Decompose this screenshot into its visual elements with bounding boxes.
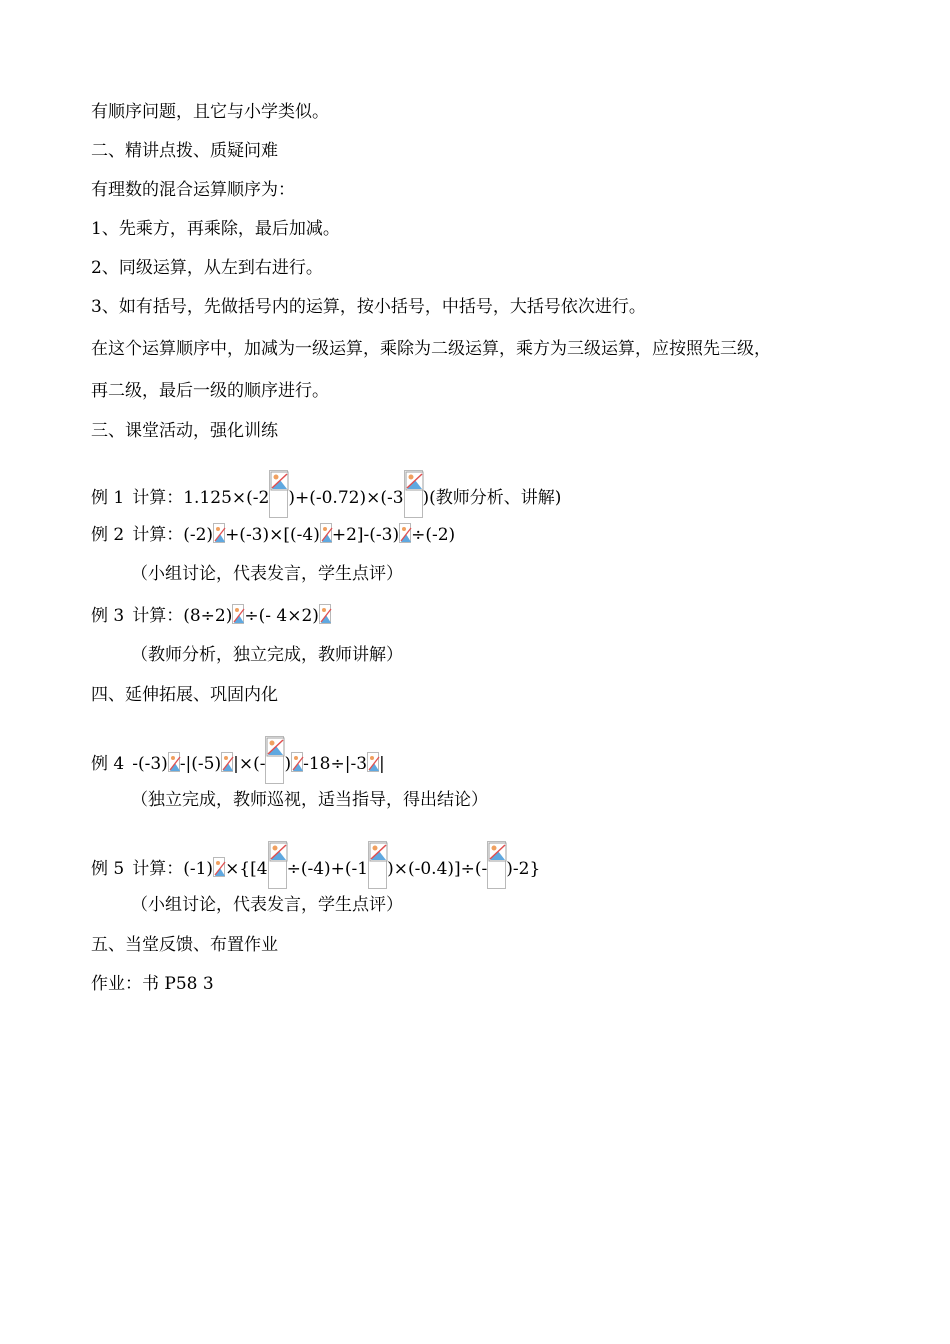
activity-note: （小组讨论，代表发言，学生点评） (131, 564, 403, 584)
broken-image-icon (213, 523, 225, 543)
homework-line: 作业：书 P58 3 (91, 974, 214, 994)
text-line: 再二级，最后一级的顺序进行。 (91, 381, 329, 401)
formula-text: ÷(- 4×2) (244, 606, 319, 626)
activity-note: （独立完成，教师巡视，适当指导，得出结论） (131, 790, 488, 810)
formula-text: |×(- (233, 754, 266, 774)
broken-image-icon (404, 470, 423, 518)
formula-text: 计算：1.125×(-2 (132, 488, 270, 508)
formula-text: 计算：(-1) (132, 859, 214, 879)
rule-item-2: 2、同级运算，从左到右进行。 (91, 258, 323, 278)
example-label: 例 2 (91, 525, 125, 545)
formula-text: ×{[4 (225, 859, 268, 879)
example-label: 例 4 (91, 754, 125, 774)
formula-text: ÷(-4)+(-1 (286, 859, 369, 879)
section-heading-2: 二、精讲点拨、质疑问难 (91, 141, 278, 161)
section-heading-5: 五、当堂反馈、布置作业 (91, 935, 278, 955)
formula-text: )+(-0.72)×(-3 (288, 488, 404, 508)
broken-image-icon (221, 752, 233, 772)
rule-item-3: 3、如有括号，先做括号内的运算，按小括号，中括号，大括号依次进行。 (91, 297, 646, 317)
text-line: 在这个运算顺序中，加减为一级运算，乘除为二级运算，乘方为三级运算，应按照先三级， (91, 339, 771, 359)
section-heading-3: 三、课堂活动，强化训练 (91, 421, 278, 441)
formula-text: -18÷|-3 (303, 754, 368, 774)
example-2 (91, 523, 455, 545)
activity-note: （小组讨论，代表发言，学生点评） (131, 895, 403, 915)
example-label: 例 1 (91, 488, 125, 508)
broken-image-icon (320, 523, 332, 543)
section-heading-4: 四、延伸拓展、巩固内化 (91, 685, 278, 705)
formula-text: | (379, 754, 385, 774)
broken-image-icon (291, 752, 303, 772)
broken-image-icon (487, 841, 506, 889)
text-line: 有理数的混合运算顺序为： (91, 180, 295, 200)
broken-image-icon (232, 604, 244, 624)
formula-text: 计算：(-2) (132, 525, 214, 545)
formula-text: ÷(-2) (411, 525, 456, 545)
broken-image-icon (168, 752, 180, 772)
formula-text: )(教师分析、讲解) (422, 488, 562, 508)
formula-text: +(-3)×[(-4) (225, 525, 320, 545)
example-4 (91, 736, 385, 784)
formula-text: -(-3) (132, 754, 168, 774)
example-label: 例 3 (91, 606, 125, 626)
formula-text: +2]-(-3) (331, 525, 400, 545)
rule-item-1: 1、先乘方，再乘除，最后加减。 (91, 219, 340, 239)
example-5 (91, 841, 540, 889)
formula-text: -|(-5) (179, 754, 222, 774)
broken-image-icon (213, 857, 225, 877)
formula-text: )-2} (506, 859, 541, 879)
formula-text: )×(-0.4)]÷(- (387, 859, 488, 879)
text-line: 有顺序问题，且它与小学类似。 (91, 102, 329, 122)
broken-image-icon (319, 604, 331, 624)
formula-text: 计算：(8÷2) (132, 606, 233, 626)
example-3 (91, 604, 331, 626)
broken-image-icon (399, 523, 411, 543)
broken-image-icon (268, 841, 287, 889)
broken-image-icon (367, 752, 379, 772)
example-1 (91, 470, 561, 518)
activity-note: （教师分析，独立完成，教师讲解） (131, 645, 403, 665)
broken-image-icon (269, 470, 288, 518)
example-label: 例 5 (91, 859, 125, 879)
formula-text: ) (284, 754, 292, 774)
broken-image-icon (368, 841, 387, 889)
broken-image-icon (265, 736, 284, 784)
